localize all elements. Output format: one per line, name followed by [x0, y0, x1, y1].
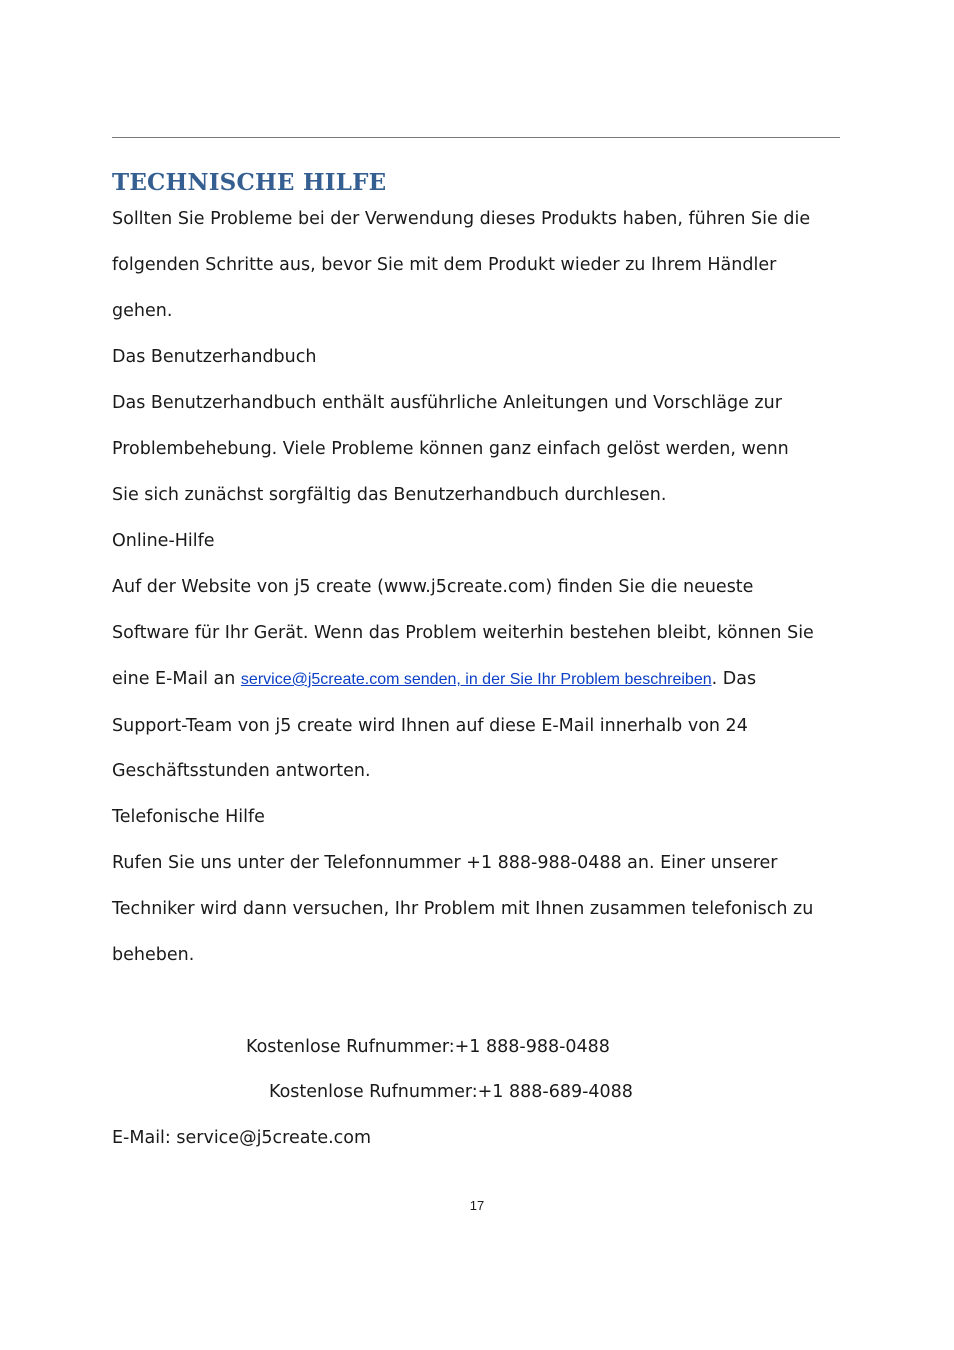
page-number: 17 [469, 1198, 485, 1213]
phone-title: Telefonische Hilfe [112, 807, 265, 827]
intro-line-1: Sollten Sie Probleme bei der Verwendung dieses Produkts haben, führen Sie die [112, 209, 811, 229]
section-heading: TECHNISCHE HILFE [112, 169, 387, 196]
online-line-3-suffix: . Das [711, 669, 757, 689]
contact-email: E-Mail: service@j5create.com [112, 1128, 372, 1148]
online-line-1: Auf der Website von j5 create (www.j5create.com) finden Sie die neueste [112, 577, 754, 597]
intro-line-2: folgenden Schritte aus, bevor Sie mit dem Produkt wieder zu Ihrem Händler [112, 255, 777, 275]
phone-line-1: Rufen Sie uns unter der Telefonnummer +1 888-988-0488 an. Einer unserer [112, 853, 778, 873]
manual-line-1: Das Benutzerhandbuch enthält ausführliche Anleitungen und Vorschläge zur [112, 393, 782, 413]
intro-line-3: gehen. [112, 301, 173, 321]
online-line-3-prefix: eine E-Mail an [112, 669, 241, 689]
tollfree-number-2: Kostenlose Rufnummer:+1 888-689-4088 [269, 1082, 633, 1102]
online-line-5: Geschäftsstunden antworten. [112, 761, 371, 781]
online-line-2: Software für Ihr Gerät. Wenn das Problem weiterhin bestehen bleibt, können Sie [112, 623, 814, 643]
phone-line-2: Techniker wird dann versuchen, Ihr Problem mit Ihnen zusammen telefonisch zu [112, 899, 814, 919]
manual-title: Das Benutzerhandbuch [112, 347, 317, 367]
online-line-3 [112, 667, 756, 692]
phone-line-3: beheben. [112, 945, 195, 965]
tollfree-number-1: Kostenlose Rufnummer:+1 888-988-0488 [246, 1037, 610, 1057]
online-title: Online-Hilfe [112, 531, 215, 551]
manual-line-2: Problembehebung. Viele Probleme können ganz einfach gelöst werden, wenn [112, 439, 789, 459]
manual-line-3: Sie sich zunächst sorgfältig das Benutzerhandbuch durchlesen. [112, 485, 667, 505]
support-email-link[interactable]: service@j5create.com senden, in der Sie Ihr Problem beschreiben [240, 671, 712, 688]
online-line-4: Support-Team von j5 create wird Ihnen auf diese E-Mail innerhalb von 24 [112, 716, 748, 736]
header-rule [112, 137, 840, 138]
